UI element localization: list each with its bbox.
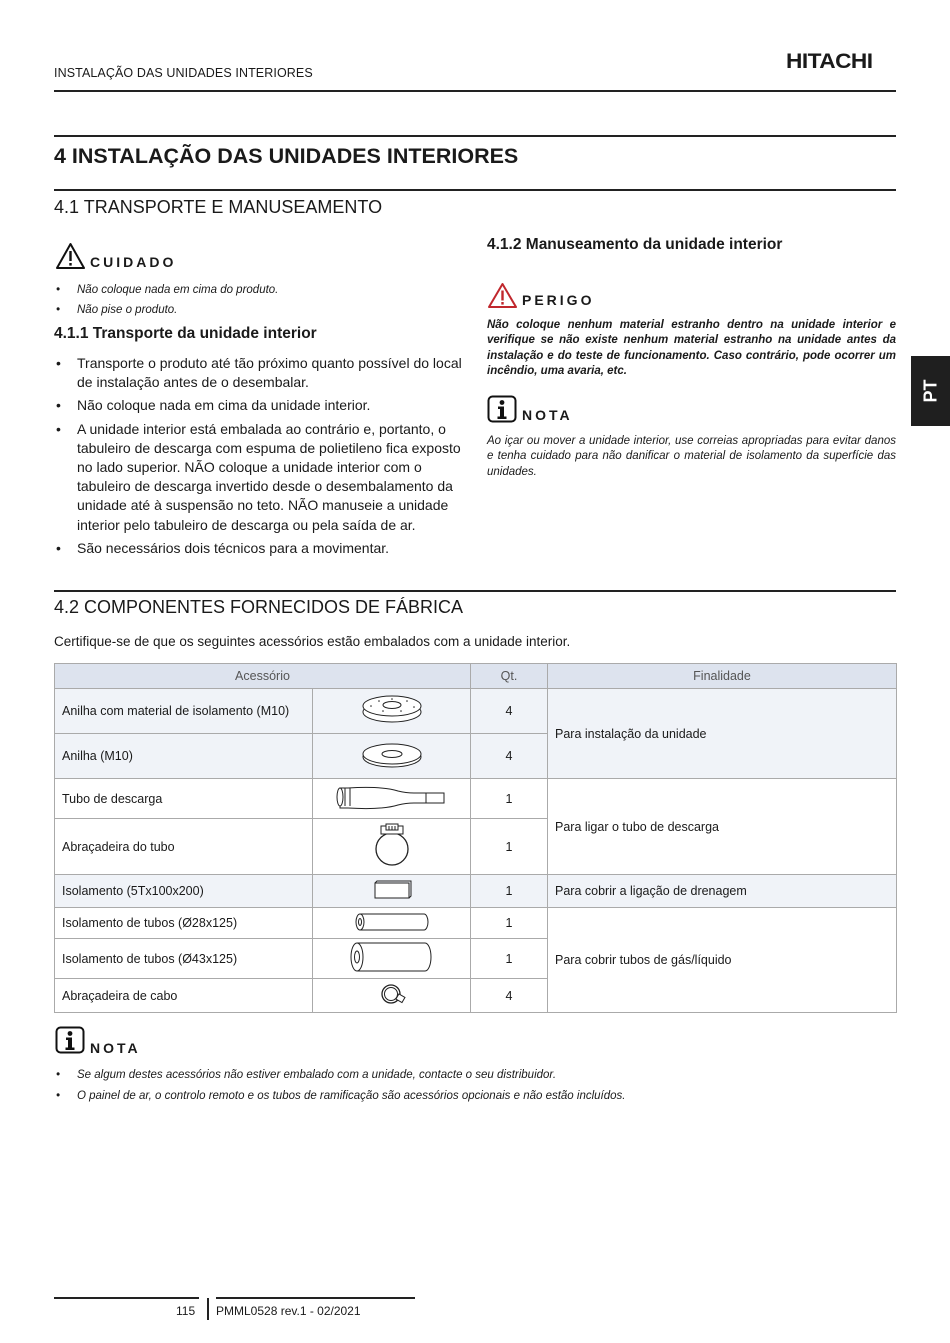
warning-triangle-icon xyxy=(55,242,86,275)
danger-text: Não coloque nenhum material estranho dentro na unidade interior e verifique se não existe nenhum material estranho na unidade antes da instalação e do teste de funcionamento. Caso contrário, pode ocorrer um incêndio, uma avaria, etc. xyxy=(487,319,896,378)
item-name: Isolamento de tubos (Ø28x125) xyxy=(55,908,313,939)
danger-label: PERIGO xyxy=(522,292,595,308)
transport-list xyxy=(54,354,464,558)
table-row xyxy=(55,875,897,908)
caution-list xyxy=(54,280,454,320)
item-name: Tubo de descarga xyxy=(55,779,313,819)
danger-triangle-icon xyxy=(487,282,518,314)
info-icon xyxy=(487,395,517,428)
section-title: 4 INSTALAÇÃO DAS UNIDADES INTERIORES xyxy=(54,144,519,168)
header-rule xyxy=(54,90,896,92)
item-purpose: Para cobrir tubos de gás/líquido xyxy=(548,908,897,1013)
item-name: Abraçadeira de cabo xyxy=(55,979,313,1013)
column-header: Qt. xyxy=(471,664,548,689)
accessories-table xyxy=(54,663,897,1013)
item-name: Anilha (M10) xyxy=(55,734,313,779)
item-qty: 1 xyxy=(471,908,548,939)
item-name: Isolamento de tubos (Ø43x125) xyxy=(55,939,313,979)
column-header: Acessório xyxy=(55,664,471,689)
caution-label: CUIDADO xyxy=(90,254,177,270)
language-tab: PT xyxy=(911,356,950,426)
table-row xyxy=(55,908,897,939)
intro-text: Certifique-se de que os seguintes acessórios estão embalados com a unidade interior. xyxy=(54,634,571,649)
insulated-washer-icon xyxy=(313,689,471,734)
item-qty: 1 xyxy=(471,819,548,875)
running-header: INSTALAÇÃO DAS UNIDADES INTERIORES xyxy=(54,66,313,80)
list-item: • São necessários dois técnicos para a movimentar. xyxy=(54,539,464,558)
subsection-title: 4.2 COMPONENTES FORNECIDOS DE FÁBRICA xyxy=(54,597,464,617)
note-label: NOTA xyxy=(522,407,573,423)
item-purpose: Para cobrir a ligação de drenagem xyxy=(548,875,897,908)
item-qty: 4 xyxy=(471,734,548,779)
table-row xyxy=(55,689,897,734)
table-row xyxy=(55,779,897,819)
drain-hose-icon xyxy=(313,779,471,819)
washer-icon xyxy=(313,734,471,779)
item-name: Isolamento (5Tx100x200) xyxy=(55,875,313,908)
item-qty: 4 xyxy=(471,689,548,734)
item-name: Anilha com material de isolamento (M10) xyxy=(55,689,313,734)
list-item: • O painel de ar, o controlo remoto e os tubos de ramificação são acessórios opcionais e não estão incluídos. xyxy=(54,1086,894,1107)
page-number: 115 xyxy=(176,1304,196,1318)
item-qty: 1 xyxy=(471,939,548,979)
note-text: Ao içar ou mover a unidade interior, use correias apropriadas para evitar danos e tenha cuidado para não danificar o material de isolamento da superfície das unidades. xyxy=(487,435,896,478)
subsection-title: 4.1 TRANSPORTE E MANUSEAMENTO xyxy=(54,197,383,217)
pipe-insulation-small-icon xyxy=(313,908,471,939)
note-list xyxy=(54,1065,894,1107)
list-item: • Não coloque nada em cima da unidade interior. xyxy=(54,396,464,415)
subsection-title: 4.1.2 Manuseamento da unidade interior xyxy=(487,236,783,253)
table-header-row xyxy=(55,664,897,689)
hose-clamp-icon xyxy=(313,819,471,875)
item-qty: 1 xyxy=(471,875,548,908)
column-header: Finalidade xyxy=(548,664,897,689)
item-qty: 1 xyxy=(471,779,548,819)
list-item: • A unidade interior está embalada ao contrário e, portanto, o tabuleiro de descarga com espuma de polietileno fica exposto no lado superior. NÃO coloque a unidade interior com o tabuleiro de descarga invertido desde o desembalamento da unidade até à suspensão no teto. NÃO manuseie a unidade interior pelo tabuleiro de descarga ou pela saída de ar. xyxy=(54,420,464,535)
item-qty: 4 xyxy=(471,979,548,1013)
info-icon xyxy=(55,1026,85,1059)
pipe-insulation-large-icon xyxy=(313,939,471,979)
insulation-pad-icon xyxy=(313,875,471,908)
list-item: • Transporte o produto até tão próximo quanto possível do local de instalação antes de o desembalar. xyxy=(54,354,464,392)
list-item: • Se algum destes acessórios não estiver embalado com a unidade, contacte o seu distribuidor. xyxy=(54,1065,894,1086)
item-name: Abraçadeira do tubo xyxy=(55,819,313,875)
brand-logo: HITACHI xyxy=(786,50,873,73)
list-item: • Não pise o produto. xyxy=(54,300,454,320)
item-purpose: Para instalação da unidade xyxy=(548,689,897,779)
item-purpose: Para ligar o tubo de descarga xyxy=(548,779,897,875)
cable-tie-icon xyxy=(313,979,471,1013)
subsection-title: 4.1.1 Transporte da unidade interior xyxy=(54,325,317,342)
document-code: PMML0528 rev.1 - 02/2021 xyxy=(216,1304,361,1318)
list-item: • Não coloque nada em cima do produto. xyxy=(54,280,454,300)
note-label: NOTA xyxy=(90,1040,141,1056)
